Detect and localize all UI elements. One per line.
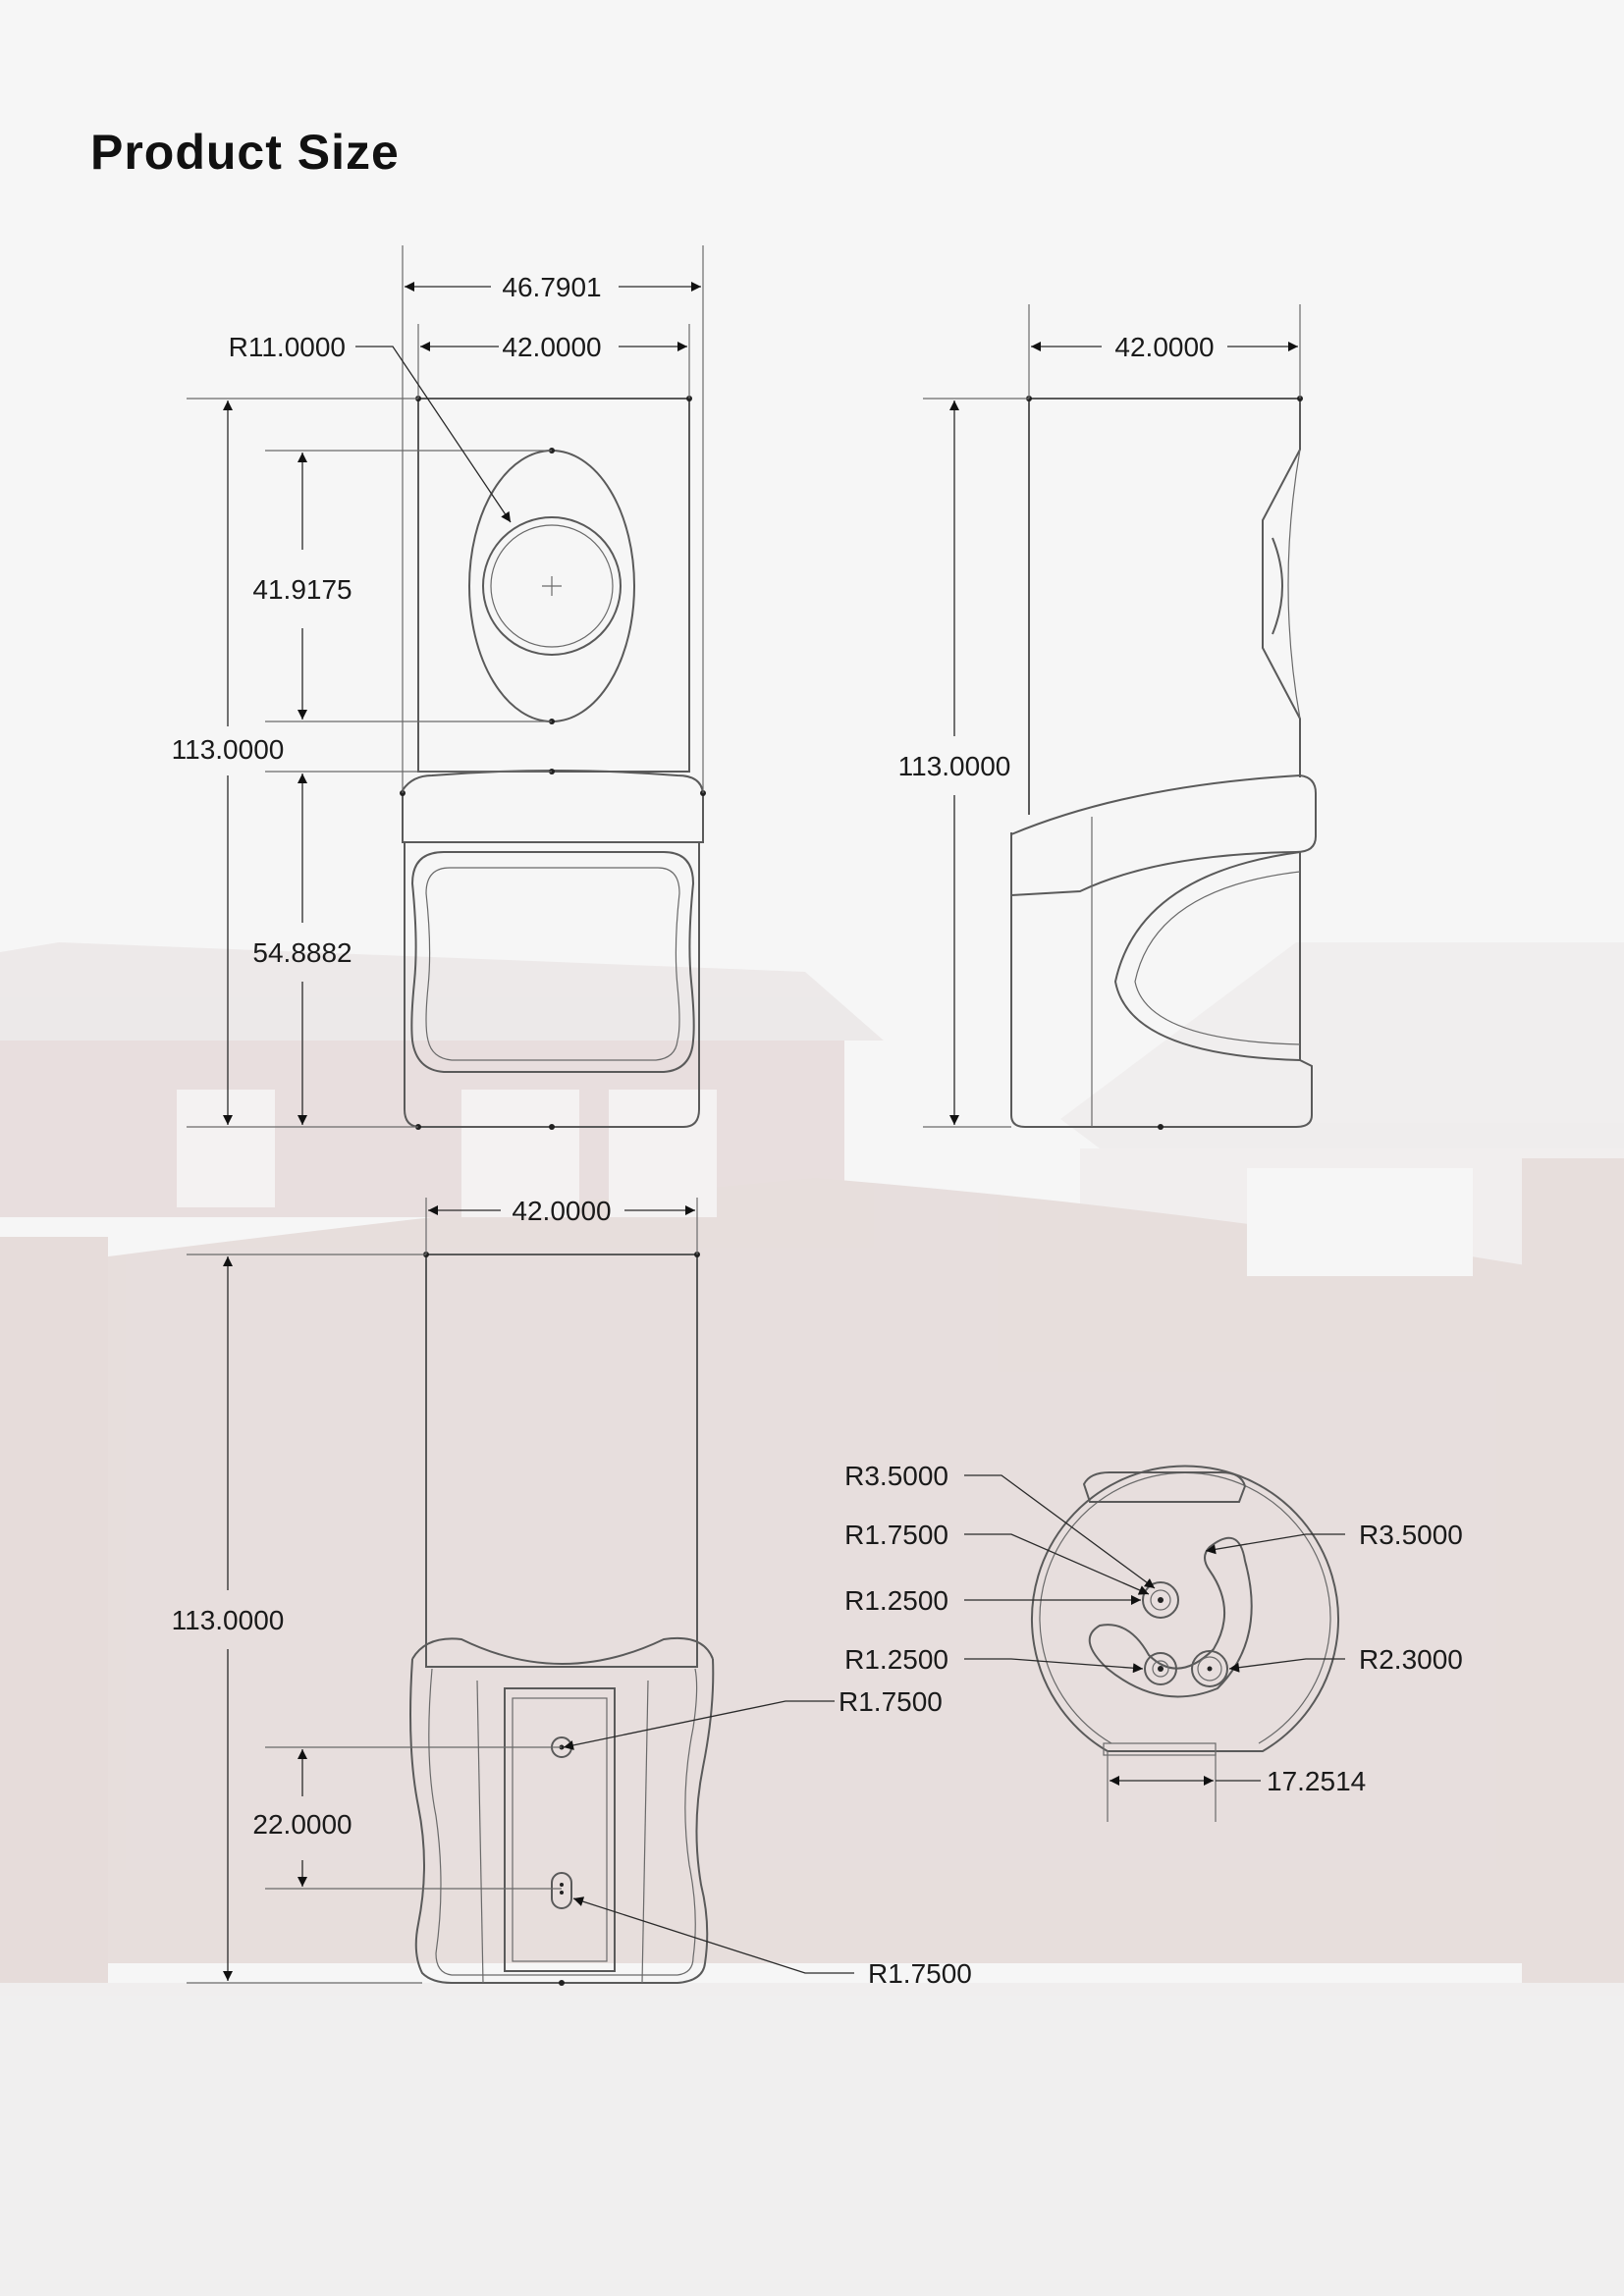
dim-back-radius-hole-lower: R1.7500 (868, 1958, 972, 1989)
dim-bottom-radius-d: R1.2500 (844, 1644, 948, 1675)
back-panel (505, 1688, 615, 1971)
dim-side-height-total: 113.0000 (897, 751, 1011, 781)
dim-bottom-radius-b: R1.7500 (844, 1520, 948, 1550)
side-view (898, 304, 1316, 1130)
bottom-slot (1104, 1743, 1216, 1755)
dim-side-width: 42.0000 (1114, 332, 1215, 362)
front-view (172, 245, 706, 1130)
back-upper-body (426, 1255, 697, 1667)
dim-back-height-total: 113.0000 (171, 1605, 285, 1635)
side-front-edge (1029, 399, 1300, 777)
dim-front-width-body: 42.0000 (502, 332, 602, 362)
dim-back-width: 42.0000 (512, 1196, 612, 1226)
dim-bottom-radius-a: R3.5000 (844, 1461, 948, 1491)
dim-front-width-overall: 46.7901 (502, 272, 602, 302)
dim-bottom-slot-width: 17.2514 (1267, 1766, 1367, 1796)
front-bucket-opening (411, 852, 693, 1072)
back-base (410, 1659, 713, 1983)
dim-back-radius-hole-upper: R1.7500 (839, 1686, 943, 1717)
dim-front-radius-top: R11.0000 (228, 332, 346, 362)
front-upper-body (418, 399, 689, 772)
side-bulge (1288, 450, 1300, 719)
dim-back-hole-spacing: 22.0000 (252, 1809, 352, 1840)
back-collar-top (412, 1638, 713, 1664)
front-collar (403, 771, 703, 842)
bottom-view (844, 1461, 1463, 1822)
page-title: Product Size (90, 125, 400, 180)
dim-front-height-lower: 54.8882 (252, 937, 352, 968)
front-bucket-inner (426, 868, 679, 1060)
dim-bottom-radius-right-top: R3.5000 (1359, 1520, 1463, 1550)
bottom-outline (1032, 1466, 1338, 1751)
side-collar (1011, 775, 1316, 895)
dim-front-height-upper: 41.9175 (252, 574, 352, 605)
dim-front-height-total: 113.0000 (171, 734, 285, 765)
dim-bottom-radius-c: R1.2500 (844, 1585, 948, 1616)
dim-bottom-radius-right-bottom: R2.3000 (1359, 1644, 1463, 1675)
front-base (405, 842, 699, 1127)
